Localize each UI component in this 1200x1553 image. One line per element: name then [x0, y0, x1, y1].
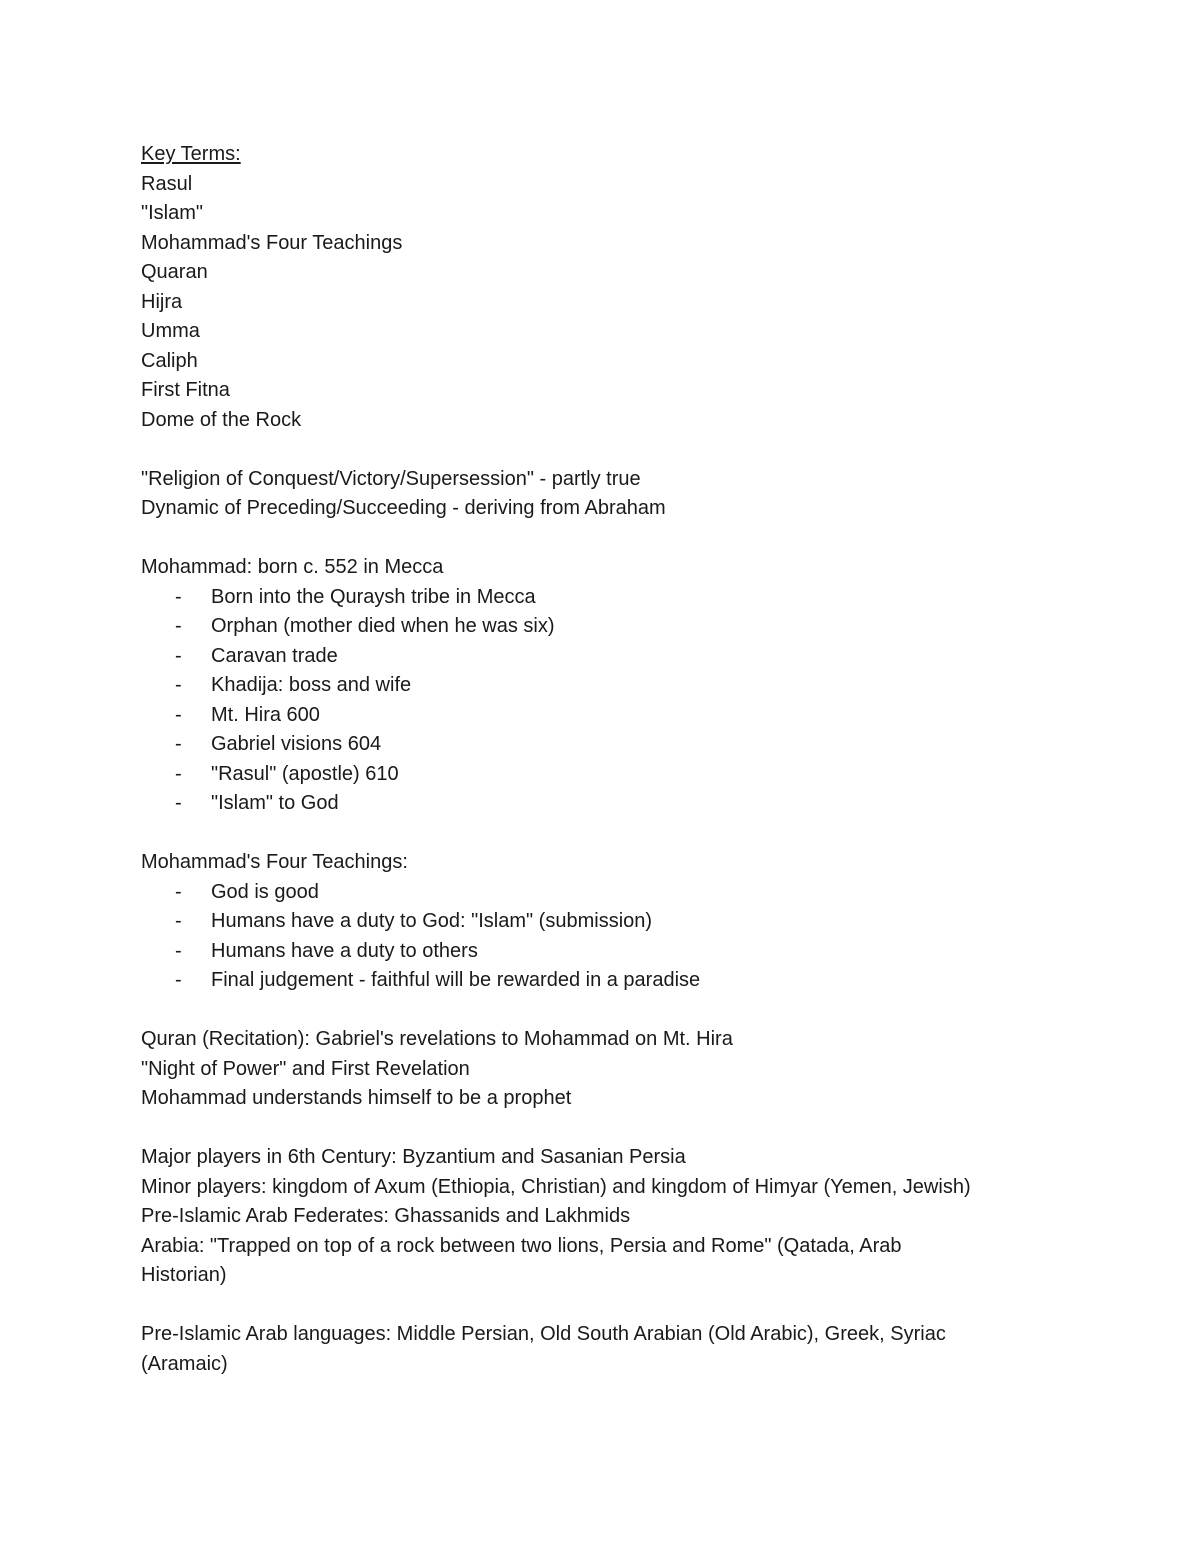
list-item-text: God is good [211, 880, 319, 903]
key-terms-list [141, 170, 1061, 436]
dash-marker: - [175, 733, 182, 755]
dash-marker: - [175, 703, 182, 726]
key-term: "Islam" [141, 202, 203, 224]
list-item-text: Orphan (mother died when he was six) [211, 615, 555, 637]
dynamic-line: Dynamic of Preceding/Succeeding - deriving from Abraham [141, 497, 666, 519]
list-item-text: Humans have a duty to God: "Islam" (submission) [211, 910, 653, 932]
federates-line: Pre-Islamic Arab Federates: Ghassanids and Lakhmids [141, 1205, 631, 1227]
teachings-bullet-list [141, 878, 1061, 996]
key-term: First Fitna [141, 379, 230, 401]
spacer [141, 819, 1061, 849]
document-page [141, 140, 1061, 1379]
list-item [141, 760, 1061, 790]
list-item-text: "Rasul" (apostle) 610 [211, 762, 399, 785]
key-term: Quaran [141, 261, 208, 283]
spacer [141, 524, 1061, 554]
key-term: Mohammad's Four Teachings [141, 231, 403, 254]
list-item [141, 671, 1061, 701]
dash-marker: - [175, 792, 182, 814]
list-item-text: Born into the Quraysh tribe in Mecca [211, 585, 536, 608]
mohammad-bullet-list [141, 583, 1061, 819]
list-item [141, 583, 1061, 613]
list-item [141, 937, 1061, 967]
list-item [141, 907, 1061, 937]
spacer [141, 1291, 1061, 1321]
list-item-text: "Islam" to God [211, 792, 339, 814]
list-item [141, 966, 1061, 996]
key-term: Caliph [141, 349, 198, 372]
minor-players-line: Minor players: kingdom of Axum (Ethiopia, Christian) and kingdom of Himyar (Yemen, Jewish) [141, 1175, 971, 1198]
dash-marker: - [175, 615, 182, 637]
dash-marker: - [175, 969, 182, 991]
list-item-text: Mt. Hira 600 [211, 703, 320, 726]
key-term: Rasul [141, 172, 193, 195]
dash-marker: - [175, 910, 182, 932]
key-term: Umma [141, 320, 200, 342]
dash-marker: - [175, 880, 182, 903]
dash-marker: - [175, 674, 182, 696]
list-item-text: Caravan trade [211, 644, 338, 667]
mohammad-heading: Mohammad: born c. 552 in Mecca [141, 556, 444, 578]
major-players-line: Major players in 6th Century: Byzantium and Sasanian Persia [141, 1146, 686, 1168]
conquest-line: "Religion of Conquest/Victory/Supersession" - partly true [141, 467, 641, 490]
spacer [141, 996, 1061, 1026]
night-of-power-line: "Night of Power" and First Revelation [141, 1057, 470, 1080]
dash-marker: - [175, 762, 182, 785]
list-item-text: Gabriel visions 604 [211, 733, 382, 755]
list-item [141, 612, 1061, 642]
teachings-heading: Mohammad's Four Teachings: [141, 851, 408, 873]
list-item-text: Humans have a duty to others [211, 939, 478, 962]
key-term: Dome of the Rock [141, 408, 302, 431]
arabia-quote-line: Arabia: "Trapped on top of a rock between two lions, Persia and Rome" (Qatada, Arab Historian) [141, 1234, 902, 1286]
dash-marker: - [175, 939, 182, 962]
list-item [141, 642, 1061, 672]
spacer [141, 435, 1061, 465]
key-terms-heading: Key Terms: [141, 143, 241, 165]
key-term: Hijra [141, 290, 183, 313]
prophet-line: Mohammad understands himself to be a prophet [141, 1087, 572, 1109]
list-item [141, 730, 1061, 760]
list-item-text: Khadija: boss and wife [211, 674, 412, 696]
spacer [141, 1114, 1061, 1144]
list-item [141, 878, 1061, 908]
list-item [141, 701, 1061, 731]
list-item-text: Final judgement - faithful will be rewarded in a paradise [211, 969, 701, 991]
dash-marker: - [175, 644, 182, 667]
languages-line: Pre-Islamic Arab languages: Middle Persian, Old South Arabian (Old Arabic), Greek, Syriac (Aramaic) [141, 1323, 946, 1375]
dash-marker: - [175, 585, 182, 608]
list-item [141, 789, 1061, 819]
quran-line: Quran (Recitation): Gabriel's revelations to Mohammad on Mt. Hira [141, 1028, 733, 1050]
